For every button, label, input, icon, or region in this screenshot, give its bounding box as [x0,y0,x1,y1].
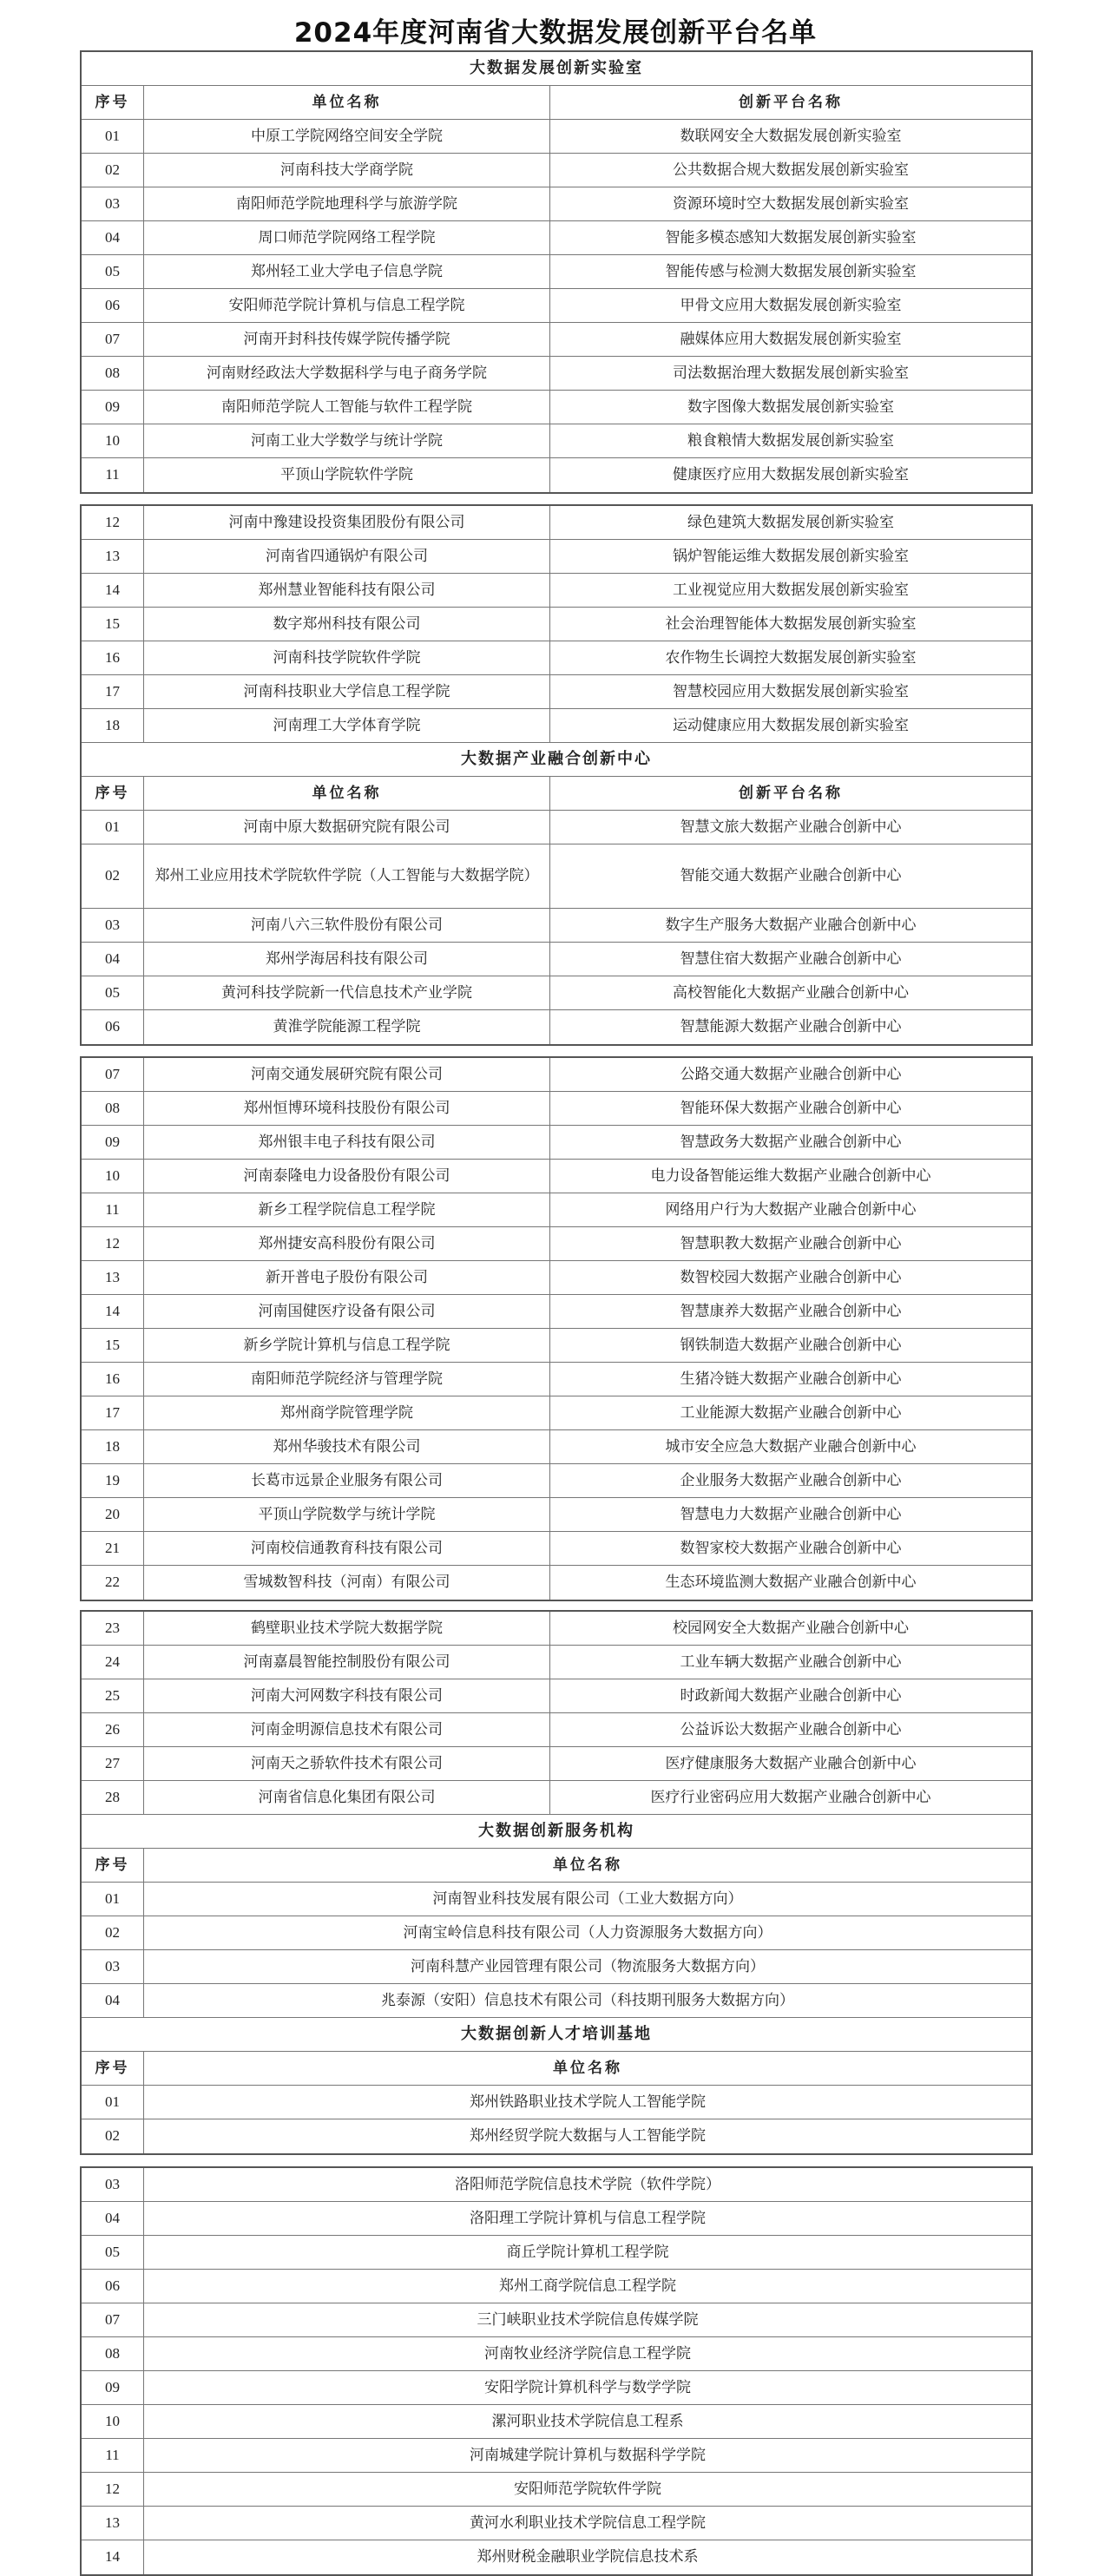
row-unit-name: 河南科技职业大学信息工程学院 [144,675,550,708]
row-platform-name: 生猪冷链大数据产业融合创新中心 [680,1370,902,1388]
table-row [82,2439,1031,2473]
table-row [82,1092,1031,1126]
row-seq: 03 [82,187,144,220]
row-unit-name: 平顶山学院数学与统计学院 [144,1498,550,1531]
col-header-unit: 单位名称 [553,1856,622,1874]
table-row [82,2540,1031,2574]
row-platform-name: 电力设备智能运维大数据产业融合创新中心 [650,1166,931,1185]
col-header-seq: 序号 [82,1849,144,1882]
row-platform-name: 校园网安全大数据产业融合创新中心 [673,1619,909,1637]
row-unit-name: 郑州华骏技术有限公司 [144,1430,550,1463]
row-seq: 27 [82,1747,144,1780]
row-seq: 05 [82,976,144,1009]
row-unit-name: 安阳师范学院软件学院 [514,2480,661,2498]
row-seq: 10 [82,1160,144,1193]
row-unit-name: 河南金明源信息技术有限公司 [144,1713,550,1746]
row-unit-name: 雪城数智科技（河南）有限公司 [144,1566,550,1600]
row-platform-name: 公益诉讼大数据产业融合创新中心 [680,1720,902,1738]
row-unit-name: 漯河职业技术学院信息工程系 [491,2412,684,2430]
row-platform-name: 智慧校园应用大数据发展创新实验室 [673,682,909,700]
table-row [82,1498,1031,1532]
row-unit-name: 河南八六三软件股份有限公司 [144,909,550,942]
col-header-seq: 序号 [82,86,144,119]
row-unit-name: 周口师范学院网络工程学院 [144,221,550,254]
row-unit-name: 新乡工程学院信息工程学院 [144,1193,550,1226]
row-seq: 01 [82,1883,144,1916]
table-row [82,506,1031,540]
row-seq: 14 [82,1295,144,1328]
row-seq: 10 [82,424,144,457]
table-block-center-3 [80,1610,1033,2155]
row-unit-name: 南阳师范学院人工智能与软件工程学院 [144,391,550,424]
row-seq: 02 [82,844,144,908]
row-unit-name: 郑州工业应用技术学院软件学院（人工智能与大数据学院） [144,844,550,908]
table-row [82,2371,1031,2405]
row-unit-name: 三门峡职业技术学院信息传媒学院 [477,2310,699,2329]
row-platform-name: 智能交通大数据产业融合创新中心 [680,867,902,885]
row-platform-name: 工业车辆大数据产业融合创新中心 [680,1653,902,1671]
row-platform-name: 时政新闻大数据产业融合创新中心 [680,1686,902,1705]
table-row [82,1430,1031,1464]
row-unit-name: 洛阳理工学院计算机与信息工程学院 [470,2209,706,2227]
header-row [82,1849,1031,1883]
table-row [82,1126,1031,1160]
row-seq: 01 [82,120,144,153]
section-title: 大数据产业融合创新中心 [461,750,652,769]
row-platform-name: 工业视觉应用大数据发展创新实验室 [673,581,909,599]
row-platform-name: 企业服务大数据产业融合创新中心 [680,1471,902,1489]
row-seq: 28 [82,1781,144,1814]
row-seq: 13 [82,1261,144,1294]
row-platform-name: 高校智能化大数据产业融合创新中心 [673,983,909,1002]
row-unit-name: 河南牧业经济学院信息工程学院 [484,2344,691,2362]
col-header-seq: 序号 [82,2052,144,2085]
row-seq: 15 [82,608,144,641]
row-seq: 04 [82,1984,144,2017]
row-platform-name: 智能环保大数据产业融合创新中心 [680,1099,902,1117]
row-unit-name: 洛阳师范学院信息技术学院（软件学院） [455,2175,720,2193]
row-seq: 13 [82,2507,144,2540]
table-row [82,2303,1031,2337]
row-seq: 02 [82,1916,144,1949]
table-row [82,1612,1031,1646]
row-platform-name: 司法数据治理大数据发展创新实验室 [673,364,909,382]
row-platform-name: 绿色建筑大数据发展创新实验室 [687,513,894,531]
row-seq: 12 [82,2473,144,2506]
col-header-platform: 创新平台名称 [739,93,843,111]
row-unit-name: 河南嘉晨智能控制股份有限公司 [144,1646,550,1679]
row-unit-name: 商丘学院计算机工程学院 [506,2243,669,2261]
table-row [82,1058,1031,1092]
row-seq: 03 [82,1950,144,1983]
table-row [82,1984,1031,2018]
row-unit-name: 郑州慧业智能科技有限公司 [144,574,550,607]
table-row [82,2086,1031,2119]
row-unit-name: 黄河水利职业技术学院信息工程学院 [470,2514,706,2532]
table-row [82,675,1031,709]
row-unit-name: 兆泰源（安阳）信息技术有限公司（科技期刊服务大数据方向） [381,1991,794,2009]
row-platform-name: 资源环境时空大数据发展创新实验室 [673,194,909,213]
table-row [82,1363,1031,1396]
row-seq: 19 [82,1464,144,1497]
table-row [82,1950,1031,1984]
row-platform-name: 锅炉智能运维大数据发展创新实验室 [673,547,909,565]
row-unit-name: 河南智业科技发展有限公司（工业大数据方向） [432,1889,743,1908]
table-row [82,1160,1031,1193]
row-unit-name: 郑州学海居科技有限公司 [144,943,550,976]
row-seq: 18 [82,709,144,742]
row-seq: 07 [82,1058,144,1091]
table-row [82,1532,1031,1566]
row-platform-name: 数字图像大数据发展创新实验室 [687,398,894,416]
table-row [82,1193,1031,1227]
row-seq: 01 [82,811,144,844]
row-platform-name: 智慧文旅大数据产业融合创新中心 [680,818,902,836]
row-unit-name: 数字郑州科技有限公司 [144,608,550,641]
row-unit-name: 河南科慧产业园管理有限公司（物流服务大数据方向） [411,1957,765,1975]
row-seq: 24 [82,1646,144,1679]
row-seq: 07 [82,323,144,356]
row-unit-name: 安阳学院计算机科学与数学学院 [484,2378,691,2396]
row-platform-name: 农作物生长调控大数据发展创新实验室 [665,648,917,667]
row-platform-name: 公路交通大数据产业融合创新中心 [680,1065,902,1083]
row-unit-name: 长葛市远景企业服务有限公司 [144,1464,550,1497]
table-row [82,2119,1031,2153]
table-row [82,1781,1031,1815]
table-row [82,120,1031,154]
table-row [82,2202,1031,2236]
row-unit-name: 新开普电子股份有限公司 [144,1261,550,1294]
row-unit-name: 河南大河网数字科技有限公司 [144,1679,550,1712]
row-seq: 21 [82,1532,144,1565]
table-row [82,2270,1031,2303]
table-block-center-2 [80,1056,1033,1601]
row-unit-name: 河南工业大学数学与统计学院 [144,424,550,457]
row-seq: 02 [82,154,144,187]
table-row [82,391,1031,424]
table-row [82,976,1031,1010]
row-seq: 12 [82,1227,144,1260]
section-title: 大数据创新人才培训基地 [461,2025,652,2044]
row-unit-name: 郑州轻工业大学电子信息学院 [144,255,550,288]
row-unit-name: 河南理工大学体育学院 [144,709,550,742]
row-unit-name: 郑州银丰电子科技有限公司 [144,1126,550,1159]
table-row [82,255,1031,289]
table-row [82,187,1031,221]
col-header-unit: 单位名称 [144,777,550,810]
row-platform-name: 智能传感与检测大数据发展创新实验室 [665,262,917,280]
row-seq: 08 [82,357,144,390]
table-row [82,2507,1031,2540]
row-seq: 11 [82,2439,144,2472]
row-unit-name: 河南中原大数据研究院有限公司 [144,811,550,844]
row-unit-name: 河南天之骄软件技术有限公司 [144,1747,550,1780]
table-row [82,709,1031,743]
row-seq: 08 [82,2337,144,2370]
row-seq: 17 [82,675,144,708]
row-unit-name: 河南省四通锅炉有限公司 [144,540,550,573]
section-title-row [82,743,1031,777]
row-seq: 05 [82,255,144,288]
header-row [82,2052,1031,2086]
row-seq: 15 [82,1329,144,1362]
table-row [82,811,1031,844]
row-seq: 09 [82,1126,144,1159]
table-row [82,2405,1031,2439]
row-unit-name: 郑州经贸学院大数据与人工智能学院 [470,2127,706,2146]
row-seq: 17 [82,1396,144,1429]
row-unit-name: 河南国健医疗设备有限公司 [144,1295,550,1328]
row-unit-name: 河南宝岭信息科技有限公司（人力资源服务大数据方向） [403,1923,772,1942]
row-seq: 26 [82,1713,144,1746]
row-platform-name: 数智校园大数据产业融合创新中心 [680,1268,902,1286]
row-seq: 12 [82,506,144,539]
row-unit-name: 河南财经政法大学数据科学与电子商务学院 [144,357,550,390]
row-platform-name: 智慧职教大数据产业融合创新中心 [680,1234,902,1252]
row-platform-name: 数字生产服务大数据产业融合创新中心 [665,916,917,934]
table-block-talent-2 [80,2166,1033,2576]
row-seq: 11 [82,458,144,492]
table-row [82,608,1031,641]
row-seq: 16 [82,1363,144,1396]
row-seq: 06 [82,2270,144,2303]
table-row [82,2337,1031,2371]
table-row [82,540,1031,574]
row-seq: 01 [82,2086,144,2119]
table-row [82,909,1031,943]
row-platform-name: 智慧康养大数据产业融合创新中心 [680,1302,902,1320]
section-title: 大数据发展创新实验室 [470,59,643,78]
col-header-unit: 单位名称 [553,2059,622,2077]
table-row [82,1227,1031,1261]
header-row [82,777,1031,811]
row-unit-name: 郑州恒博环境科技股份有限公司 [144,1092,550,1125]
row-unit-name: 鹤壁职业技术学院大数据学院 [144,1612,550,1645]
table-row [82,844,1031,909]
row-platform-name: 运动健康应用大数据发展创新实验室 [673,716,909,734]
row-unit-name: 郑州铁路职业技术学院人工智能学院 [470,2093,706,2111]
table-row [82,357,1031,391]
table-row [82,424,1031,458]
table-row [82,1329,1031,1363]
row-seq: 09 [82,391,144,424]
col-header-seq: 序号 [82,777,144,810]
row-unit-name: 河南省信息化集团有限公司 [144,1781,550,1814]
section-title-row [82,2018,1031,2052]
col-header-platform: 创新平台名称 [739,784,843,802]
table-row [82,574,1031,608]
row-platform-name: 智慧电力大数据产业融合创新中心 [680,1505,902,1523]
row-seq: 20 [82,1498,144,1531]
row-unit-name: 平顶山学院软件学院 [144,458,550,492]
row-seq: 04 [82,943,144,976]
row-platform-name: 智慧政务大数据产业融合创新中心 [680,1133,902,1151]
row-unit-name: 郑州捷安高科股份有限公司 [144,1227,550,1260]
table-row [82,1747,1031,1781]
table-row [82,1396,1031,1430]
table-row [82,943,1031,976]
table-block-lab-2 [80,504,1033,1046]
table-row [82,1713,1031,1747]
table-row [82,1295,1031,1329]
row-platform-name: 网络用户行为大数据产业融合创新中心 [665,1200,917,1219]
row-unit-name: 黄河科技学院新一代信息技术产业学院 [144,976,550,1009]
row-unit-name: 河南科技学院软件学院 [144,641,550,674]
row-platform-name: 智慧能源大数据产业融合创新中心 [680,1018,902,1036]
row-seq: 10 [82,2405,144,2438]
row-platform-name: 甲骨文应用大数据发展创新实验室 [680,296,902,314]
table-block-lab-1 [80,50,1033,494]
row-platform-name: 粮食粮情大数据发展创新实验室 [687,431,894,450]
row-platform-name: 数智家校大数据产业融合创新中心 [680,1539,902,1557]
row-platform-name: 钢铁制造大数据产业融合创新中心 [680,1336,902,1354]
table-row [82,2168,1031,2202]
row-seq: 08 [82,1092,144,1125]
row-unit-name: 河南中豫建设投资集团股份有限公司 [144,506,550,539]
section-title: 大数据创新服务机构 [478,1822,634,1841]
section-title-row [82,1815,1031,1849]
table-row [82,1646,1031,1679]
table-row [82,1916,1031,1950]
table-row [82,1464,1031,1498]
row-seq: 14 [82,574,144,607]
row-seq: 13 [82,540,144,573]
row-platform-name: 工业能源大数据产业融合创新中心 [680,1403,902,1422]
row-seq: 14 [82,2540,144,2574]
table-row [82,1261,1031,1295]
row-unit-name: 新乡学院计算机与信息工程学院 [144,1329,550,1362]
row-seq: 05 [82,2236,144,2269]
table-row [82,289,1031,323]
header-row [82,86,1031,120]
row-unit-name: 河南交通发展研究院有限公司 [144,1058,550,1091]
table-row [82,641,1031,675]
row-platform-name: 健康医疗应用大数据发展创新实验室 [673,466,909,484]
table-row [82,1883,1031,1916]
table-row [82,323,1031,357]
row-seq: 04 [82,2202,144,2235]
row-unit-name: 中原工学院网络空间安全学院 [144,120,550,153]
table-row [82,1566,1031,1600]
row-unit-name: 黄淮学院能源工程学院 [144,1010,550,1044]
row-unit-name: 河南开封科技传媒学院传播学院 [144,323,550,356]
row-unit-name: 河南校信通教育科技有限公司 [144,1532,550,1565]
row-platform-name: 公共数据合规大数据发展创新实验室 [673,161,909,179]
row-unit-name: 南阳师范学院经济与管理学院 [144,1363,550,1396]
row-unit-name: 郑州商学院管理学院 [144,1396,550,1429]
row-platform-name: 智能多模态感知大数据发展创新实验室 [665,228,917,246]
row-seq: 02 [82,2119,144,2153]
row-unit-name: 南阳师范学院地理科学与旅游学院 [144,187,550,220]
row-seq: 06 [82,289,144,322]
row-unit-name: 安阳师范学院计算机与信息工程学院 [144,289,550,322]
table-row [82,2473,1031,2507]
row-platform-name: 社会治理智能体大数据发展创新实验室 [665,614,917,633]
row-platform-name: 城市安全应急大数据产业融合创新中心 [665,1437,917,1456]
row-seq: 04 [82,221,144,254]
row-platform-name: 医疗行业密码应用大数据产业融合创新中心 [650,1788,931,1806]
row-seq: 03 [82,909,144,942]
col-header-unit: 单位名称 [144,86,550,119]
row-platform-name: 生态环境监测大数据产业融合创新中心 [665,1574,917,1592]
row-unit-name: 河南泰隆电力设备股份有限公司 [144,1160,550,1193]
row-seq: 11 [82,1193,144,1226]
table-row [82,2236,1031,2270]
row-seq: 07 [82,2303,144,2336]
row-unit-name: 郑州工商学院信息工程学院 [499,2277,676,2295]
row-platform-name: 数联网安全大数据发展创新实验室 [680,127,902,145]
row-unit-name: 河南科技大学商学院 [144,154,550,187]
section-title-row [82,52,1031,86]
row-seq: 18 [82,1430,144,1463]
table-row [82,1010,1031,1044]
row-seq: 23 [82,1612,144,1645]
row-seq: 22 [82,1566,144,1600]
row-seq: 16 [82,641,144,674]
page-title: 2024年度河南省大数据发展创新平台名单 [293,17,818,49]
table-row [82,1679,1031,1713]
row-platform-name: 智慧住宿大数据产业融合创新中心 [680,950,902,968]
row-unit-name: 郑州财税金融职业学院信息技术系 [477,2548,699,2566]
row-platform-name: 医疗健康服务大数据产业融合创新中心 [665,1754,917,1772]
row-platform-name: 融媒体应用大数据发展创新实验室 [680,330,902,348]
table-row [82,154,1031,187]
row-unit-name: 河南城建学院计算机与数据科学学院 [470,2446,706,2464]
row-seq: 25 [82,1679,144,1712]
table-row [82,458,1031,492]
row-seq: 09 [82,2371,144,2404]
table-row [82,221,1031,255]
row-seq: 03 [82,2168,144,2201]
row-seq: 06 [82,1010,144,1044]
